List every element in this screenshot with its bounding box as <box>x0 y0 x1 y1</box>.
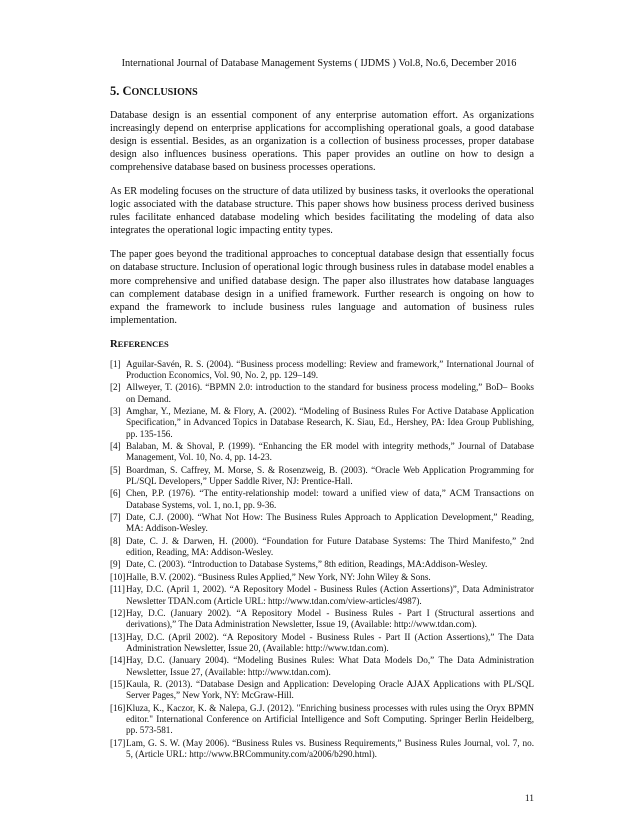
reference-item <box>110 512 534 535</box>
reference-text: Lam, G. S. W. (May 2006). “Business Rules vs. Business Requirements,” Business Rules Journal, vol. 7, no. 5, (Article URL: http://www.BRCommunity.com/a2006/b290.html). <box>126 737 534 759</box>
reference-number: [8] <box>110 535 121 546</box>
reference-text: Hay, D.C. (January 2002). “A Repository Model - Business Rules - Part I (Structural assertions and derivations),” The Data Administration Newsletter, Issue 19, (Available: http://www.tdan.com). <box>126 608 534 630</box>
page-number: 11 <box>524 794 534 804</box>
reference-item <box>110 608 534 631</box>
reference-text: Chen, P.P. (1976). “The entity-relationship model: toward a unified view of data,” ACM Transactions on Database Systems, vol. 1, no.1, pp. 9-36. <box>126 488 534 510</box>
reference-number: [10] <box>110 571 126 582</box>
reference-text: Hay, D.C. (April 1, 2002). “A Repository Model - Business Rules (Action Assertions)”, Data Administrator Newsletter TDAN.com (Article URL: http://www.tdan.com/view-articles/4987). <box>126 584 534 606</box>
conclusions-paragraph-1: Database design is an essential component of any enterprise automation effort. As organizations increasingly depend on enterprise applications for accomplishing operational goals, a good database design is essential. Besides, as an organization is a collection of business processes, proper database design also influences business operations. This paper provides an outline on how to design a comprehensive database based on business processes operations. <box>110 110 534 174</box>
reference-text: Date, C.J. (2000). “What Not How: The Business Rules Approach to Application Development,” Reading, MA: Addison-Wesley. <box>126 512 534 534</box>
reference-list <box>110 359 534 761</box>
reference-text: Boardman, S. Caffrey, M. Morse, S. & Rosenzweig, B. (2003). “Oracle Web Application Programming for PL/SQL Developers,” Upper Saddle River, NJ: Prentice-Hall. <box>126 464 534 486</box>
reference-number: [5] <box>110 464 121 475</box>
reference-text: Date, C. J. & Darwen, H. (2000). “Foundation for Future Database Systems: The Third Manifesto,” 2nd edition, Reading, MA: Addison-Wesley. <box>126 535 534 558</box>
reference-item <box>110 655 534 678</box>
reference-text: Balaban, M. & Shoval, P. (1999). “Enhancing the ER model with integrity methods,” Journal of Database Management, Vol. 10, No. 4, pp. 14-23. <box>126 441 534 463</box>
reference-text: Allweyer, T. (2016). “BPMN 2.0: introduction to the standard for business process modeling,” BoD– Books on Demand. <box>126 382 534 404</box>
reference-number: [9] <box>110 559 121 570</box>
reference-text: Kluza, K., Kaczor, K. & Nalepa, G.J. (2012). "Enriching business processes with rules using the Oryx BPMN editor." International Conference on Artificial Intelligence and Soft Computing. Springer Berlin Heidelberg, pp. 573-581. <box>126 702 534 736</box>
reference-number: [15] <box>110 679 126 690</box>
section-number: 5. <box>110 84 120 98</box>
reference-text: Amghar, Y., Meziane, M. & Flory, A. (2002). “Modeling of Business Rules For Active Database Application Specification,” in Advanced Topics in Database Research, K. Siau, Ed., Hershey, PA: Idea Group Publishing, pp. 135-156. <box>126 406 534 439</box>
reference-text: Hay, D.C. (April 2002). “A Repository Model - Business Rules - Part II (Action Assertions),” The Data Administration Newsletter, Issue 20, (Available: http://www.tdan.com). <box>126 631 534 653</box>
reference-number: [12] <box>110 608 126 619</box>
section-title-initial: C <box>122 84 132 98</box>
reference-number: [4] <box>110 441 121 452</box>
conclusions-paragraph-3: The paper goes beyond the traditional approaches to conceptual database design that essentially focus on database structure. Inclusion of operational logic through business rules in database model enables a more comprehensive and unified database design. The paper also illustrates how database languages can complement database design in a unified framework. Further research is ongoing on how to expand the framework to include business rules language and automation of business rules implementation. <box>110 249 534 326</box>
reference-item <box>110 465 534 488</box>
section-title-conclusions <box>110 84 534 99</box>
reference-item <box>110 572 534 583</box>
section-title-rest: ONCLUSIONS <box>131 87 198 98</box>
reference-number: [3] <box>110 406 121 417</box>
reference-number: [16] <box>110 702 126 713</box>
reference-number: [1] <box>110 358 121 369</box>
reference-number: [13] <box>110 631 126 642</box>
reference-item <box>110 536 534 559</box>
reference-number: [14] <box>110 655 126 666</box>
reference-number: [6] <box>110 488 121 499</box>
reference-text: Kaula, R. (2013). “Database Design and Application: Developing Oracle AJAX Applications with PL/SQL Server Pages,” New York, NY: McGraw-Hill. <box>126 679 534 701</box>
reference-item <box>110 559 534 570</box>
reference-item <box>110 382 534 405</box>
reference-number: [17] <box>110 737 126 748</box>
reference-text: Aguilar-Savén, R. S. (2004). “Business process modelling: Review and framework,” International Journal of Production Economics, Vol. 90, No. 2, pp. 129–149. <box>126 358 534 380</box>
reference-number: [2] <box>110 382 121 393</box>
reference-number: [11] <box>110 584 125 595</box>
reference-item <box>110 488 534 511</box>
reference-item <box>110 679 534 702</box>
reference-text: Halle, B.V. (2002). “Business Rules Applied,” New York, NY: John Wiley & Sons. <box>126 571 431 582</box>
conclusions-paragraph-2: As ER modeling focuses on the structure of data utilized by business tasks, it overlooks the operational logic associated with the database structure. This paper shows how business process derived business rules facilitate enhanced database modeling which besides facilitating the modeling of data also integrates the operational logic impacting entity types. <box>110 186 534 237</box>
reference-number: [7] <box>110 512 121 523</box>
page-content <box>110 84 534 761</box>
references-title-rest: EFERENCES <box>117 338 169 349</box>
reference-item <box>110 584 534 607</box>
reference-item <box>110 359 534 382</box>
reference-item <box>110 703 534 737</box>
reference-item <box>110 406 534 440</box>
reference-text: Hay, D.C. (January 2004). “Modeling Busines Rules: What Data Models Do,” The Data Administration Newsletter, Issue 27, (Available: http://www.tdan.com). <box>126 655 534 677</box>
reference-item <box>110 441 534 464</box>
references-title-initial: R <box>110 338 118 350</box>
reference-item <box>110 632 534 655</box>
references-title <box>110 339 534 350</box>
reference-item <box>110 738 534 761</box>
reference-text: Date, C. (2003). “Introduction to Database Systems,” 8th edition, Readings, MA:Addison-Wesley. <box>126 559 488 570</box>
running-header: International Journal of Database Management Systems ( IJDMS ) Vol.8, No.6, December 2016 <box>121 58 517 69</box>
